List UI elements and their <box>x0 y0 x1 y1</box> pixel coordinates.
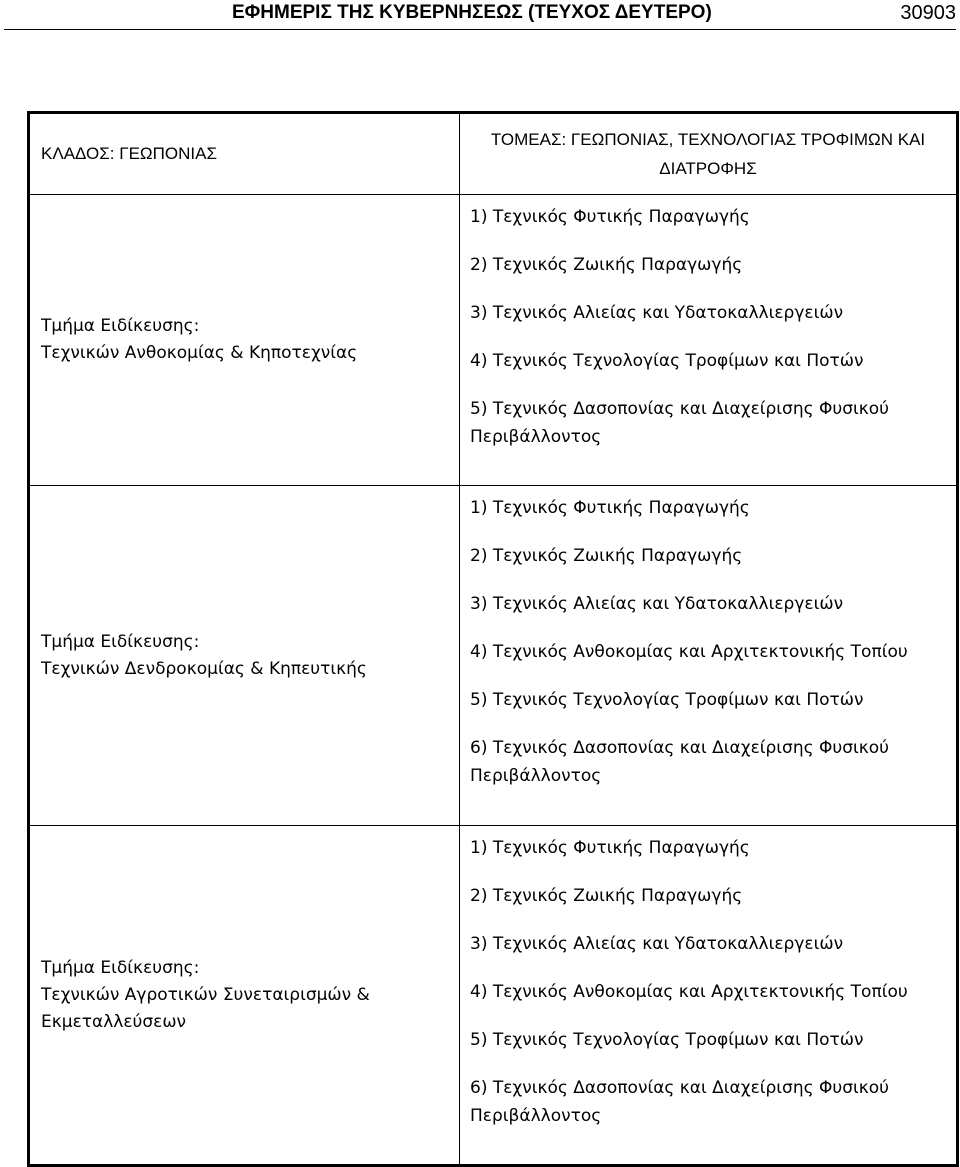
list-item: 4) Τεχνικός Ανθοκομίας και Αρχιτεκτονικής Τοπίου <box>470 982 908 1002</box>
table-header-row <box>29 113 958 195</box>
specialization-cell <box>29 826 460 1166</box>
list-item: 5) Τεχνικός Τεχνολογίας Τροφίμων και Ποτών <box>470 690 864 710</box>
list-item: 3) Τεχνικός Αλιείας και Υδατοκαλλιεργειών <box>470 594 844 614</box>
list-item: 3) Τεχνικός Αλιείας και Υδατοκαλλιεργειών <box>470 303 844 323</box>
specialization-label: Τμήμα Ειδίκευσης: <box>41 957 200 978</box>
branch-cell <box>29 113 460 195</box>
profession-list-cell <box>460 195 958 486</box>
list-item: 6) Τεχνικός Δασοπονίας και Διαχείρισης Φυσικού Περιβάλλοντος <box>470 738 889 786</box>
list-item: 4) Τεχνικός Τεχνολογίας Τροφίμων και Ποτών <box>470 351 864 371</box>
list-item: 4) Τεχνικός Ανθοκομίας και Αρχιτεκτονικής Τοπίου <box>470 642 908 662</box>
table-row <box>29 195 958 486</box>
sector-label-line2: ΔΙΑΤΡΟΦΗΣ <box>659 159 757 178</box>
list-item: 2) Τεχνικός Ζωικής Παραγωγής <box>470 886 743 906</box>
specialization-name: Τεχνικών Αγροτικών Συνεταιρισμών & <box>41 984 370 1005</box>
list-item: 1) Τεχνικός Φυτικής Παραγωγής <box>470 838 750 858</box>
gazette-title: ΕΦΗΜΕΡΙΣ ΤΗΣ ΚΥΒΕΡΝΗΣΕΩΣ (ΤΕΥΧΟΣ ΔΕΥΤΕΡΟ) <box>232 2 712 23</box>
header-divider <box>4 29 956 30</box>
specialization-table <box>27 111 959 1167</box>
specialization-name-continued: Εκμεταλλεύσεων <box>41 1011 187 1032</box>
specialization-name: Τεχνικών Ανθοκομίας & Κηποτεχνίας <box>41 343 358 363</box>
list-item: 2) Τεχνικός Ζωικής Παραγωγής <box>470 546 743 566</box>
table-row <box>29 486 958 826</box>
list-item: 5) Τεχνικός Τεχνολογίας Τροφίμων και Ποτών <box>470 1030 864 1050</box>
list-item: 6) Τεχνικός Δασοπονίας και Διαχείρισης Φυσικού Περιβάλλοντος <box>470 1078 889 1126</box>
specialization-cell <box>29 195 460 486</box>
table-row <box>29 826 958 1166</box>
list-item: 1) Τεχνικός Φυτικής Παραγωγής <box>470 207 750 227</box>
sector-cell <box>460 113 958 195</box>
specialization-name: Τεχνικών Δενδροκομίας & Κηπευτικής <box>41 658 367 679</box>
profession-list-cell <box>460 486 958 826</box>
sector-label-line1: ΤΟΜΕΑΣ: ΓΕΩΠΟΝΙΑΣ, ΤΕΧΝΟΛΟΓΙΑΣ ΤΡΟΦΙΜΩΝ ΚΑΙ <box>490 130 926 149</box>
specialization-cell <box>29 486 460 826</box>
specialization-label: Τμήμα Ειδίκευσης: <box>41 316 200 336</box>
list-item: 5) Τεχνικός Δασοπονίας και Διαχείρισης Φυσικού Περιβάλλοντος <box>470 399 889 447</box>
specialization-label: Τμήμα Ειδίκευσης: <box>41 631 200 652</box>
list-item: 1) Τεχνικός Φυτικής Παραγωγής <box>470 498 750 518</box>
list-item: 3) Τεχνικός Αλιείας και Υδατοκαλλιεργειών <box>470 934 844 954</box>
list-item: 2) Τεχνικός Ζωικής Παραγωγής <box>470 255 743 275</box>
page-header <box>0 0 960 30</box>
page-number: 30903 <box>900 2 956 24</box>
profession-list-cell <box>460 826 958 1166</box>
branch-label: ΚΛΑΔΟΣ: ΓΕΩΠΟΝΙΑΣ <box>41 144 217 163</box>
